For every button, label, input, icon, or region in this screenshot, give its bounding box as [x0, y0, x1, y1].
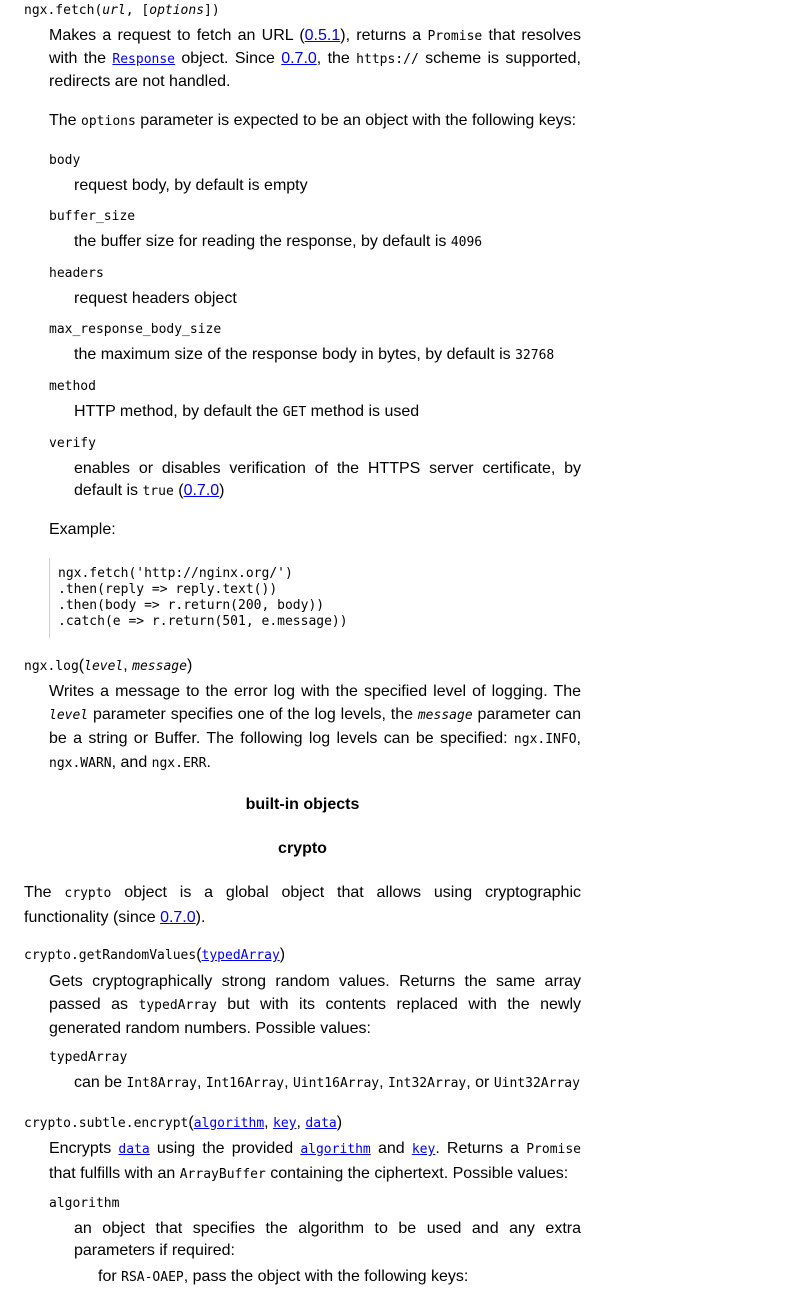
- log-name: ngx.log: [24, 659, 79, 674]
- text: . Returns a: [435, 1140, 527, 1157]
- key-typedarray: typedArray: [49, 1050, 128, 1065]
- key-typedarray-desc: [74, 1072, 580, 1095]
- text: ,: [196, 1074, 206, 1091]
- text: enables or disables verification of the HTTPS server certificate, by default is: [74, 460, 581, 499]
- code-int32array: Int32Array: [387, 1076, 467, 1091]
- key-buffer-size-desc: [74, 231, 482, 254]
- key-max-response: max_response_body_size: [49, 322, 222, 337]
- text: and: [370, 1140, 412, 1157]
- text: request headers object: [74, 290, 237, 307]
- text: but with its contents replaced with the newly generated random numbers. Possible values:: [49, 996, 582, 1037]
- key-buffer-size: buffer_size: [49, 209, 136, 224]
- encrypt-name: crypto.subtle.encrypt: [24, 1116, 189, 1131]
- text: containing the ciphertext. Possible values:: [265, 1165, 569, 1182]
- text: (: [173, 482, 184, 499]
- text: scheme is supported, redirects are not handled.: [49, 50, 582, 90]
- heading-crypto: crypto: [278, 840, 327, 857]
- sig-punct: (: [188, 1114, 194, 1131]
- text: , the: [316, 50, 357, 67]
- key-method: method: [49, 379, 96, 394]
- text: can be: [74, 1074, 127, 1091]
- text: that resolves with the: [49, 27, 581, 67]
- data-link[interactable]: data: [118, 1142, 150, 1157]
- key-method-desc: [74, 401, 419, 424]
- crypto-intro: [24, 881, 581, 930]
- text: for: [98, 1268, 122, 1285]
- code-ngx-warn: ngx.WARN: [49, 756, 112, 771]
- key-verify: verify: [49, 436, 96, 451]
- key-headers-desc: [74, 288, 237, 310]
- text: ), returns a: [340, 27, 428, 44]
- key-verify-desc: [74, 458, 581, 503]
- log-description: [49, 680, 581, 775]
- text: Encrypts: [49, 1140, 119, 1157]
- text: request body, by default is empty: [74, 177, 308, 194]
- version-link[interactable]: 0.7.0: [281, 50, 317, 67]
- sig-punct: ): [186, 657, 193, 674]
- example-label: Example:: [49, 521, 116, 538]
- algorithm-link[interactable]: algorithm: [300, 1142, 371, 1157]
- text: parameter specifies one of the log levels, the: [88, 706, 418, 723]
- fetch-arg-url: url: [102, 3, 126, 18]
- encrypt-signature: [24, 1112, 342, 1135]
- log-signature: [24, 655, 192, 678]
- sig-punct: ]): [204, 3, 220, 18]
- code-arraybuffer: ArrayBuffer: [179, 1167, 266, 1182]
- text: parameter can be a string or Buffer. The following log levels can be specified:: [49, 706, 582, 747]
- text: ): [219, 482, 225, 499]
- list-item: [98, 1266, 468, 1289]
- text: , pass the object with the following keys:: [183, 1268, 469, 1285]
- key-max-response-desc: [74, 344, 554, 367]
- code-int8array: Int8Array: [126, 1076, 197, 1091]
- text: Writes a message to the error log with the specified level of logging. The: [49, 683, 581, 700]
- code-true: true: [142, 484, 174, 499]
- key-link[interactable]: key: [411, 1142, 436, 1157]
- text: HTTP method, by default the: [74, 403, 283, 420]
- key-body: body: [49, 153, 81, 168]
- fetch-signature: [24, 0, 220, 21]
- text: The: [49, 112, 82, 129]
- code-ngx-info: ngx.INFO: [513, 732, 577, 747]
- text: Gets cryptographically strong random values. Returns the same array passed as: [49, 973, 581, 1013]
- code-ngx-err: ngx.ERR: [151, 756, 207, 771]
- data-link[interactable]: data: [305, 1116, 337, 1131]
- code-rsa-oaep: RSA-OAEP: [121, 1270, 184, 1285]
- text: Makes a request to fetch an URL (: [49, 27, 305, 44]
- sig-punct: (: [78, 657, 85, 674]
- text: ,: [379, 1074, 388, 1091]
- example-code-block: ngx.fetch('http://nginx.org/') .then(reply => reply.text()) .then(body => r.return(200, body)) .catch(e => r.return(501, e.message)): [49, 558, 358, 638]
- log-arg-level: level: [84, 659, 124, 674]
- code-message: message: [417, 708, 473, 723]
- code-typedarray: typedArray: [138, 998, 217, 1013]
- text: ,: [576, 730, 581, 747]
- version-link[interactable]: 0.7.0: [183, 482, 220, 499]
- sig-punct: ,: [123, 657, 133, 674]
- code-get: GET: [282, 405, 307, 420]
- code-level: level: [49, 708, 89, 723]
- text: the maximum size of the response body in bytes, by default is: [74, 346, 516, 363]
- heading-builtin-objects: built-in objects: [245, 796, 360, 813]
- code-uint16array: Uint16Array: [293, 1076, 380, 1091]
- code-https: https://: [356, 52, 419, 67]
- sig-punct: ): [336, 1114, 343, 1131]
- fetch-arg-options: options: [149, 3, 205, 18]
- text: method is used: [306, 403, 420, 420]
- key-algorithm-desc: [74, 1218, 581, 1262]
- key-link[interactable]: key: [273, 1116, 297, 1131]
- sig-punct: ): [279, 946, 286, 963]
- sig-punct: , [: [125, 3, 150, 18]
- text: object. Since: [175, 50, 282, 67]
- code-promise: Promise: [427, 29, 483, 44]
- log-arg-message: message: [132, 659, 187, 674]
- code-int16array: Int16Array: [205, 1076, 285, 1091]
- code-uint32array: Uint32Array: [493, 1076, 580, 1091]
- text: The: [24, 884, 65, 901]
- text: , and: [111, 754, 152, 771]
- grv-name: crypto.getRandomValues: [24, 948, 197, 963]
- text: ,: [284, 1074, 293, 1091]
- sig-punct: (: [196, 946, 202, 963]
- code-promise: Promise: [526, 1142, 582, 1157]
- get-random-values-signature: [24, 944, 285, 967]
- text: the buffer size for reading the response, by default is: [74, 233, 451, 250]
- text: ).: [195, 909, 206, 926]
- sig-punct: ,: [264, 1114, 274, 1131]
- code-value: 4096: [450, 235, 483, 250]
- algorithm-link[interactable]: algorithm: [193, 1116, 265, 1131]
- version-link[interactable]: 0.7.0: [160, 909, 196, 926]
- response-link[interactable]: Response: [112, 52, 176, 67]
- typedarray-link[interactable]: typedArray: [201, 948, 280, 963]
- key-algorithm: algorithm: [49, 1196, 120, 1211]
- fetch-name: ngx.fetch(: [24, 3, 103, 18]
- version-link[interactable]: 0.5.1: [304, 27, 341, 44]
- fetch-description: [49, 25, 581, 93]
- key-headers: headers: [49, 266, 104, 281]
- text: an object that specifies the algorithm to be used and any extra parameters if required:: [74, 1220, 581, 1259]
- text: object is a global object that allows using cryptographic functionality (since: [24, 884, 582, 926]
- code-crypto: crypto: [64, 886, 112, 901]
- grv-description: [49, 970, 581, 1040]
- text: , or: [466, 1074, 494, 1091]
- encrypt-description: [49, 1137, 581, 1187]
- text: parameter is expected to be an object with the following keys:: [135, 112, 577, 129]
- key-body-desc: [74, 175, 308, 197]
- text: using the provided: [149, 1140, 301, 1157]
- code-options: options: [81, 114, 136, 129]
- text: that fulfills with an: [49, 1165, 180, 1182]
- text: .: [206, 754, 211, 771]
- sig-punct: ,: [296, 1114, 306, 1131]
- code-value: 32768: [515, 348, 555, 363]
- options-intro: [49, 110, 581, 133]
